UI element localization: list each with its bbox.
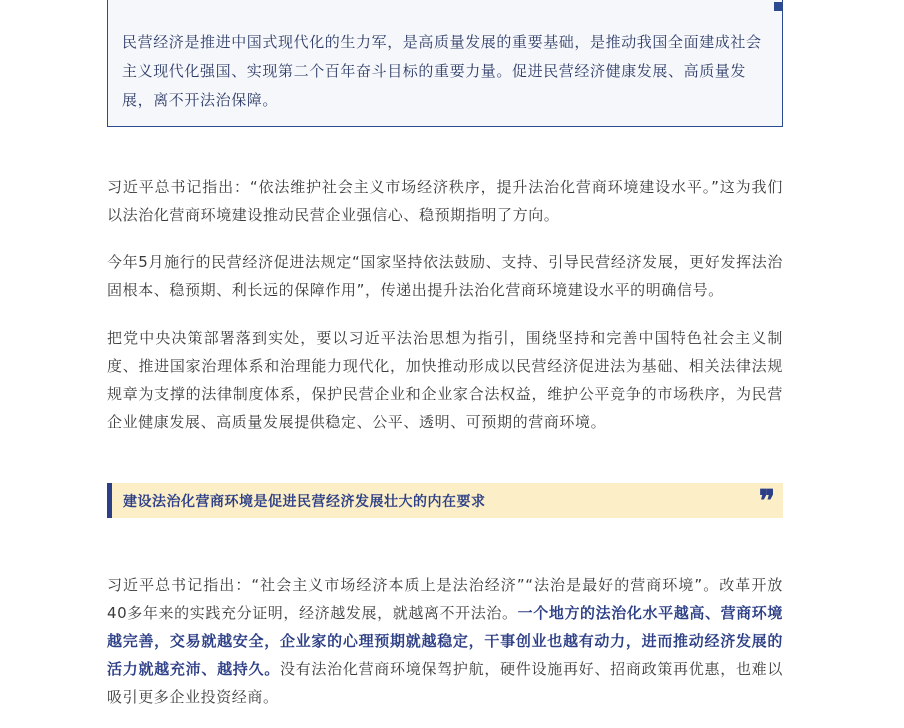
paragraph-2: 今年5月施行的民营经济促进法规定“国家坚持依法鼓励、支持、引导民营经济发展，更好发挥法治固根本、稳预期、利长远的保障作用”，传递出提升法治化营商环境建设水平的明确信号。 xyxy=(107,253,783,299)
intro-text: 民营经济是推进中国式现代化的生力军，是高质量发展的重要基础，是推动我国全面建成社会主义现代化强国、实现第二个百年奋斗目标的重要力量。促进民营经济健康发展、高质量发展，离不开法治保障。 xyxy=(122,33,762,109)
paragraph-4 xyxy=(107,571,783,711)
paragraph-4-text: 习近平总书记指出：“社会主义市场经济本质上是法治经济”“法治是最好的营商环境”。改革开放40多年来的实践充分证明，经济越发展，就越离不开法治。 xyxy=(107,576,783,622)
paragraph-4-emphasis: 一个地方的法治化水平越高、营商环境越完善，交易就越安全，企业家的心理预期就越稳定，干事创业也越有动力，进而推动经济发展的活力就越充沛、越持久。 xyxy=(107,604,784,678)
quote-mark-icon: ❞ xyxy=(758,484,775,519)
section-heading-bar xyxy=(107,483,783,518)
article xyxy=(107,0,783,711)
paragraph-1: 习近平总书记指出：“依法维护社会主义市场经济秩序，提升法治化营商环境建设水平。”这为我们以法治化营商环境建设推动民营企业强信心、稳预期指明了方向。 xyxy=(107,178,783,224)
paragraph-3: 把党中央决策部署落到实处，要以习近平法治思想为指引，围绕坚持和完善中国特色社会主义制度、推进国家治理体系和治理能力现代化，加快推动形成以民营经济促进法为基础、相关法律法规规章为支撑的法律制度体系，保护民营企业和企业家合法权益，维护公平竞争的市场秩序，为民营企业健康发展、高质量发展提供稳定、公平、透明、可预期的营商环境。 xyxy=(107,329,783,431)
paragraph-4-text-end: 没有法治化营商环境保驾护航，硬件设施再好、招商政策再优惠，也难以吸引更多企业投资经商。 xyxy=(107,660,784,706)
intro-box xyxy=(107,0,783,127)
section-title: 建设法治化营商环境是促进民营经济发展壮大的内在要求 xyxy=(123,493,486,510)
corner-square-icon xyxy=(774,2,783,11)
